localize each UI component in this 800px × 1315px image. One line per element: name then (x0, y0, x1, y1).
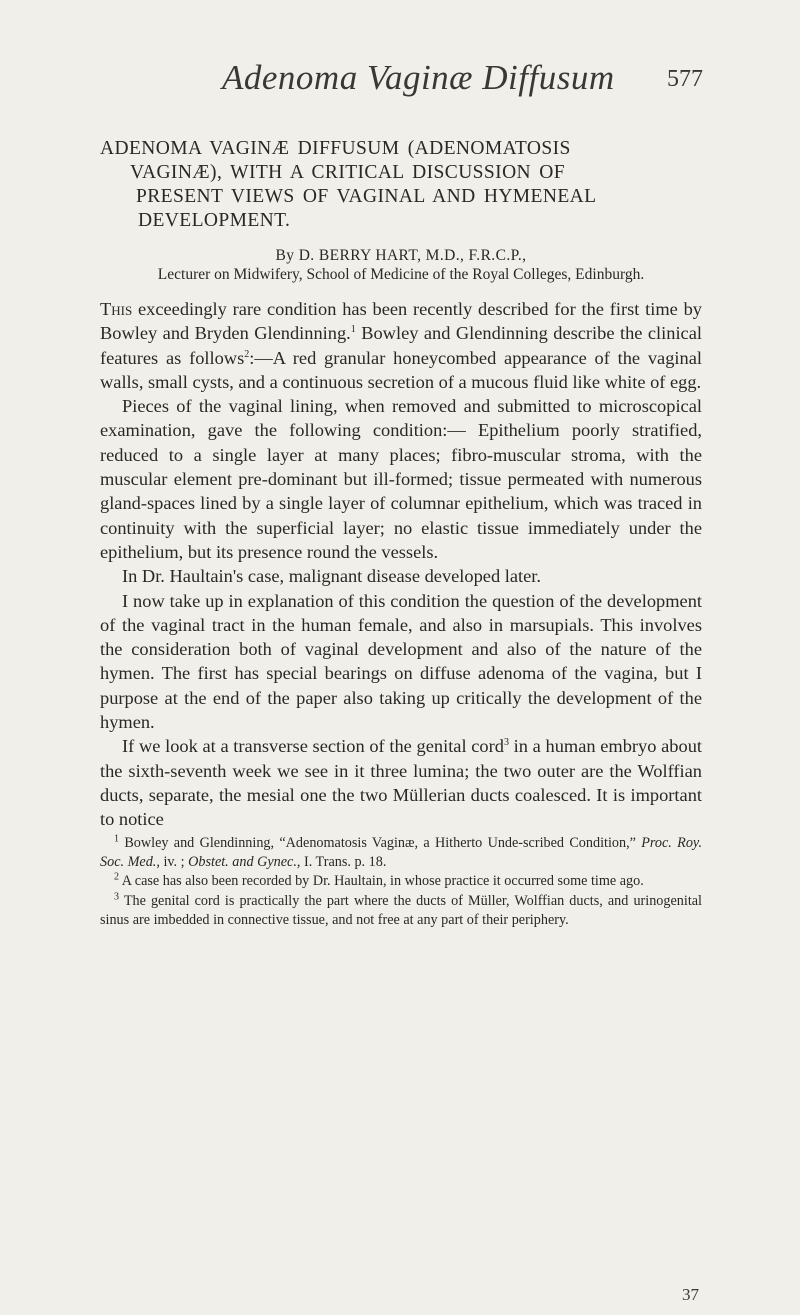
footnote-1-text-a: Bowley and Glendinning, “Adenomatosis Vaginæ, a Hitherto Unde-scribed Condition,” (119, 834, 642, 851)
body-text (100, 297, 702, 832)
footnote-1-number: 1 (114, 832, 119, 844)
footnote-3 (100, 892, 702, 931)
title-line-1: ADENOMA VAGINÆ DIFFUSUM (ADENOMATOSIS (100, 138, 571, 159)
paragraph-lead-word: This (100, 299, 133, 319)
paragraph-4: I now take up in explanation of this condition the question of the development of the vaginal tract in the human female, and also in marsupials. This involves the consideration both of vaginal development and also of the nature of the hymen. The first has special bearings on diffuse adenoma of the vagina, but I purpose at the end of the paper also taking up critically the development of the hymen. (100, 590, 702, 733)
title-line-4: DEVELOPMENT. (138, 210, 291, 231)
footnote-2-text: A case has also been recorded by Dr. Haultain, in whose practice it occurred some time ago. (119, 873, 644, 890)
paragraph-1 (100, 297, 702, 394)
signature-mark: 37 (682, 1285, 699, 1304)
running-head (0, 58, 800, 98)
author-line: By D. BERRY HART, M.D., F.R.C.P., (275, 247, 527, 264)
title-line-3: PRESENT VIEWS OF VAGINAL AND HYMENEAL (136, 186, 597, 207)
footnote-2 (100, 872, 702, 891)
footnote-2-number: 2 (114, 871, 119, 883)
page-number: 577 (667, 66, 703, 92)
footnote-ref-1: 1 (350, 324, 356, 336)
footnote-ref-2: 2 (244, 348, 250, 360)
footnote-1-text-c: , I. Trans. p. 18. (296, 853, 387, 870)
footnote-ref-3: 3 (503, 737, 509, 749)
footnote-3-text: The genital cord is practically the part where the ducts of Müller, Wolffian ducts, and urinogenital sinus are imbedded in connective tissue, and not free at any part of their periphery. (100, 892, 702, 929)
paragraph-5 (100, 734, 702, 831)
paragraph-2: Pieces of the vaginal lining, when removed and submitted to microscopical examination, gave the following condition:— Epithelium poorly stratified, reduced to a single layer at many places; fibro-muscular stroma, with the muscular element pre-dominant but ill-formed; tissue permeated with numerous gland-spaces lined by a single layer of columnar epithelium, which was traced in continuity with the superficial layer; no elastic tissue immediately under the epithelium, but its presence round the vessels. (100, 396, 702, 562)
title-line-2: VAGINÆ), WITH A CRITICAL DISCUSSION OF (130, 162, 566, 183)
article-content (100, 137, 702, 931)
author-affiliation: Lecturer on Midwifery, School of Medicine of the Royal Colleges, Edinburgh. (157, 266, 645, 283)
footnote-1-journal-1: Proc. Roy. Soc. Med. (100, 834, 702, 870)
footnote-1 (100, 834, 702, 873)
paragraph-5-text-a: If we look at a transverse section of the genital cord (122, 736, 504, 757)
paragraph-1-text-a: exceedingly rare condition has been recently described for the first time by Bowley and Bryden Glendinning. (100, 299, 702, 344)
paragraph-3: In Dr. Haultain's case, malignant disease developed later. (122, 566, 542, 587)
footnotes (100, 834, 702, 931)
paragraph-1-text-c: :—A red granular honeycombed appearance of the vaginal walls, small cysts, and a continuous secretion of a mucous fluid like white of egg. (100, 347, 702, 392)
footnote-1-text-b: , iv. ; (156, 853, 189, 870)
footnote-3-number: 3 (114, 891, 119, 903)
footnote-1-journal-2: Obstet. and Gynec. (188, 853, 297, 870)
running-title: Adenoma Vaginæ Diffusum (222, 58, 615, 97)
article-title (100, 137, 702, 233)
paragraph-1-text-b: Bowley and Glendinning describe the clinical features as follows (100, 323, 702, 368)
paragraph-5-text-b: in a human embryo about the sixth-seventh week we see in it three lumina; the two outer are the Wolffian ducts, separate, the mesial one the two Müllerian ducts coalesced. It is important to notice (100, 736, 702, 830)
